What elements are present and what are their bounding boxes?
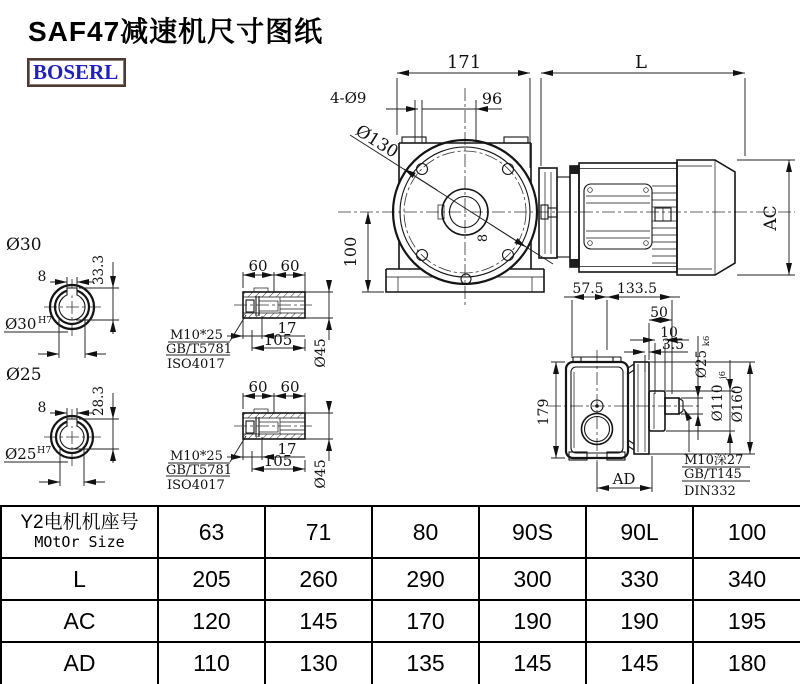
dim-96: 96 — [481, 89, 503, 108]
cell: 190 — [586, 600, 693, 642]
tap-standard1: GB/T145 — [684, 467, 742, 482]
shaft25-label: Ø25 — [6, 365, 42, 385]
cell: 180 — [693, 642, 800, 684]
page-title: SAF47减速机尺寸图纸 — [28, 16, 324, 47]
shaft30-bore-tol: H7 — [38, 315, 53, 326]
row-label: AC — [1, 600, 158, 642]
dim-front-key: 8 — [476, 233, 491, 243]
dim-133-5: 133.5 — [616, 281, 658, 297]
dim-50: 50 — [650, 305, 668, 321]
dim-171: 171 — [446, 52, 482, 73]
bushing-dim-17: 17 — [277, 319, 297, 337]
dim-d25-tol: k6 — [702, 335, 712, 347]
bushing-bolt-label: M10*25 — [170, 328, 223, 343]
bushing-assembly-top — [166, 257, 333, 372]
cell: 145 — [265, 600, 372, 642]
cell: 340 — [693, 558, 800, 600]
header-en: MOtOr Size — [34, 533, 125, 552]
dim-bolt-holes: 4-Ø9 — [330, 89, 367, 107]
motor-size-table — [0, 505, 800, 684]
shaft30-key-width: 8 — [37, 269, 47, 285]
cell: 170 — [372, 600, 479, 642]
table-row — [1, 642, 800, 684]
dim-3-5: 3.5 — [661, 337, 685, 353]
shaft30-bore: Ø30 — [5, 315, 37, 333]
bushing-standard2: ISO4017 — [167, 357, 225, 372]
col-header: 80 — [372, 506, 479, 558]
cell: 120 — [158, 600, 265, 642]
shaft25-key-depth: 28.3 — [91, 385, 107, 417]
dim-100: 100 — [341, 236, 360, 268]
table-header-row — [1, 506, 800, 558]
cell: 130 — [265, 642, 372, 684]
cell: 290 — [372, 558, 479, 600]
col-header: 90L — [586, 506, 693, 558]
dim-d160: Ø160 — [730, 385, 746, 423]
side-view-dimensions — [536, 281, 755, 499]
tap-standard2: DIN332 — [684, 484, 736, 499]
dim-10: 10 — [660, 325, 678, 341]
shaft30-label: Ø30 — [6, 235, 42, 255]
cell: 110 — [158, 642, 265, 684]
table-header-motor-size — [1, 506, 158, 558]
row-label: L — [1, 558, 158, 600]
cell: 195 — [693, 600, 800, 642]
shaft-section-25 — [4, 365, 119, 486]
shaft25-bore: Ø25 — [5, 445, 37, 463]
shaft-section-30 — [4, 235, 119, 358]
col-header: 71 — [265, 506, 372, 558]
dim-d25: Ø25 — [694, 349, 710, 379]
col-header: 63 — [158, 506, 265, 558]
dim-AD: AD — [612, 470, 636, 488]
table-row — [1, 558, 800, 600]
col-header: 90S — [479, 506, 586, 558]
shaft25-bore-tol: H7 — [37, 445, 52, 456]
bushing-dim-60a: 60 — [248, 257, 268, 275]
shaft30-key-depth: 33.3 — [91, 254, 107, 286]
dim-L: L — [635, 52, 647, 73]
centerlines — [44, 88, 795, 474]
bushing-standard1: GB/T5781 — [166, 342, 233, 357]
header-cn: Y2电机机座号 — [20, 512, 139, 534]
gearbox-front-view — [350, 135, 553, 292]
dim-d110: Ø110 — [710, 384, 726, 422]
cell: 190 — [479, 600, 586, 642]
gearbox-side-view — [566, 357, 689, 460]
bolt-hole — [417, 164, 428, 175]
bushing-dim-105: 105 — [263, 331, 293, 349]
brand-logo: BOSERL — [27, 58, 126, 87]
cell: 300 — [479, 558, 586, 600]
cell: 205 — [158, 558, 265, 600]
dim-57-5: 57.5 — [572, 281, 604, 297]
col-header: 100 — [693, 506, 800, 558]
motor-view — [539, 160, 735, 275]
cell: 330 — [586, 558, 693, 600]
dim-d110-tol: j6 — [718, 370, 728, 380]
cell: 145 — [479, 642, 586, 684]
dim-flange-diameter: Ø130 — [351, 120, 402, 163]
shaft25-key-width: 8 — [37, 400, 47, 416]
cell: 145 — [586, 642, 693, 684]
table-row — [1, 600, 800, 642]
row-label: AD — [1, 642, 158, 684]
dim-AC: AC — [761, 205, 781, 231]
dim-179: 179 — [536, 398, 552, 426]
tap-label: M10深27 — [684, 453, 744, 468]
cell: 135 — [372, 642, 479, 684]
cell: 260 — [265, 558, 372, 600]
bushing-dim-d45: Ø45 — [313, 338, 329, 368]
bushing-assembly-bottom — [166, 378, 333, 493]
bushing-dim-60b: 60 — [280, 257, 300, 275]
